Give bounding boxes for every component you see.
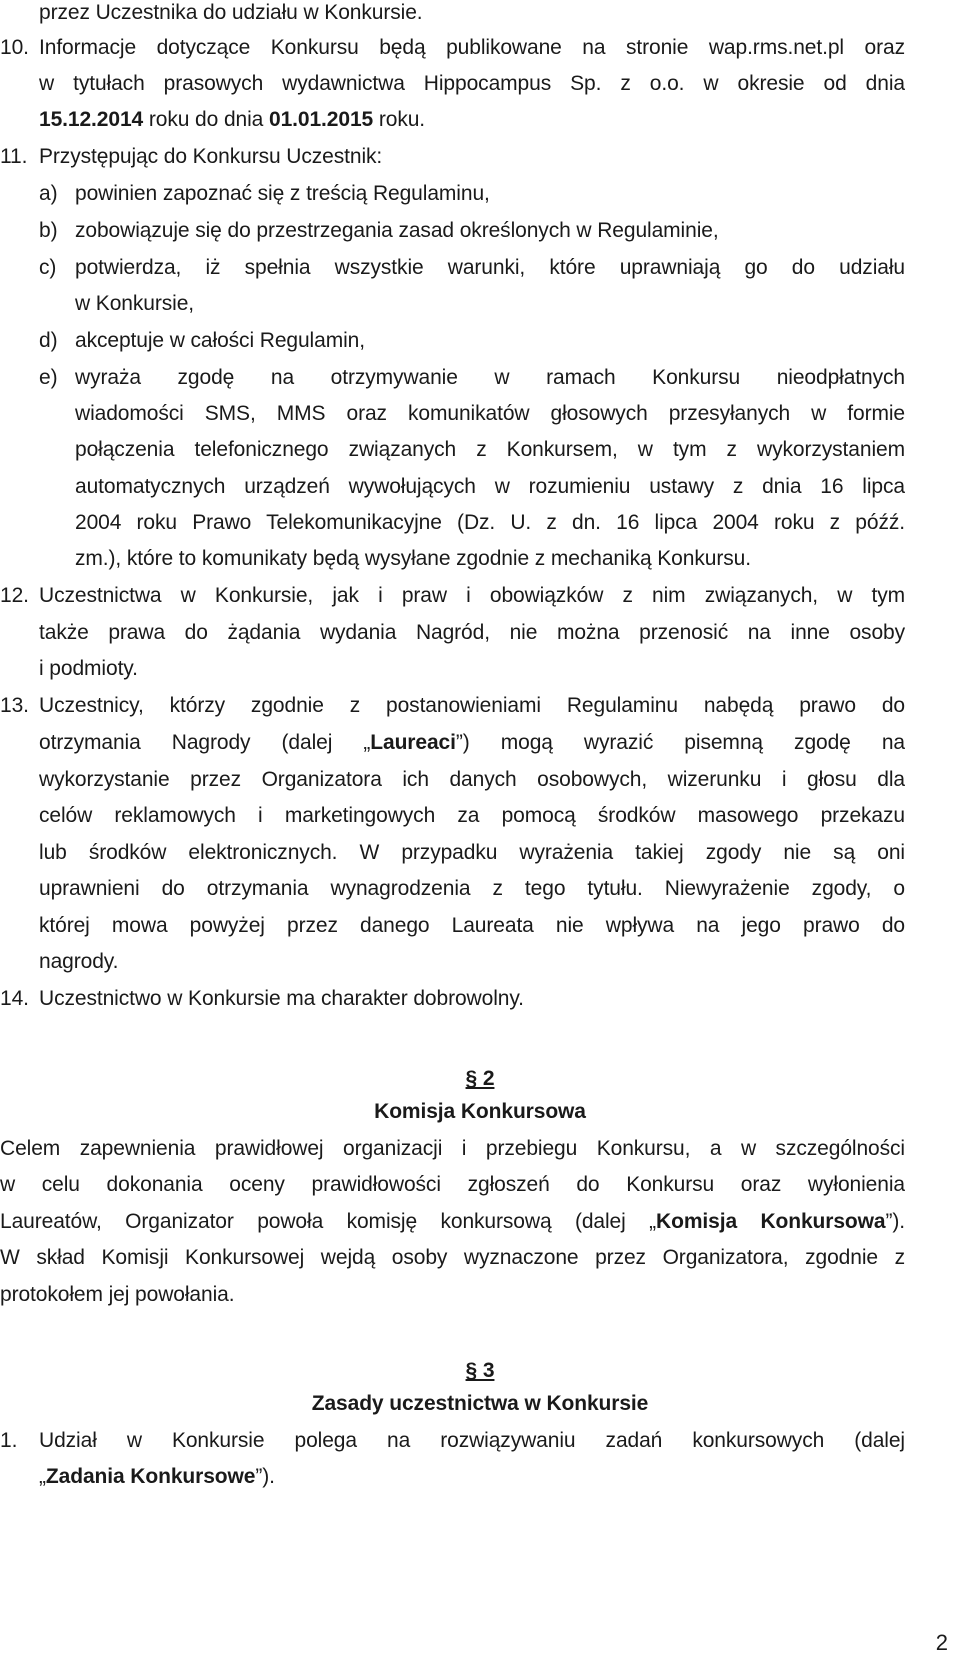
- paragraph-line: nagrody.: [39, 950, 119, 973]
- date-end: 01.01.2015: [269, 108, 374, 131]
- subitem-label: c): [39, 256, 57, 279]
- paragraph-line: [39, 1464, 905, 1490]
- defined-term: Laureaci: [370, 731, 456, 754]
- paragraph-line: Uczestnictwa w Konkursie, jak i praw i obowiązków z nim związanych, w tym: [39, 584, 905, 607]
- date-start: 15.12.2014: [39, 108, 144, 131]
- subitem-text: akceptuje w całości Regulamin,: [75, 329, 365, 352]
- section-number: § 2: [465, 1067, 495, 1090]
- paragraph-line: w celu dokonania oceny prawidłowości zgłoszeń do Konkursu oraz wyłonienia: [0, 1173, 905, 1196]
- subitem-label: e): [39, 366, 58, 389]
- paragraph-line: lub środków elektronicznych. W przypadku wyrażenia takiej zgody nie są oni: [39, 841, 905, 864]
- paragraph-line: Informacje dotyczące Konkursu będą publikowane na stronie wap.rms.net.pl oraz: [39, 36, 905, 59]
- paragraph-line: w tytułach prasowych wydawnictwa Hippocampus Sp. z o.o. w okresie od dnia: [39, 72, 905, 95]
- subitem-text: w Konkursie,: [75, 292, 195, 315]
- subitem-text: automatycznych urządzeń wywołujących w rozumieniu ustawy z dnia 16 lipca: [75, 475, 905, 498]
- paragraph-line: celów reklamowych i marketingowych za pomocą środków masowego przekazu: [39, 804, 905, 827]
- item-number: 13.: [0, 694, 29, 717]
- section-number: § 3: [465, 1359, 495, 1382]
- text-fragment: „: [39, 1465, 46, 1488]
- paragraph-line: uprawnieni do otrzymania wynagrodzenia z tego tytułu. Niewyrażenie zgody, o: [39, 877, 905, 900]
- paragraph-line: Przystępując do Konkursu Uczestnik:: [39, 145, 383, 168]
- paragraph-line: [39, 107, 905, 133]
- paragraph-line: [0, 1209, 905, 1235]
- defined-term: Komisja Konkursowa: [656, 1210, 886, 1233]
- subitem-text: powinien zapoznać się z treścią Regulaminu,: [75, 182, 490, 205]
- item-number: 11.: [0, 145, 28, 168]
- paragraph-line: Uczestnicy, którzy zgodnie z postanowieniami Regulaminu nabędą prawo do: [39, 694, 905, 717]
- subitem-text: 2004 roku Prawo Telekomunikacyjne (Dz. U. z dn. 16 lipca 2004 roku z późź.: [75, 511, 905, 534]
- paragraph-line: protokołem jej powołania.: [0, 1283, 235, 1306]
- subitem-text: połączenia telefonicznego związanych z Konkursem, w tym z wykorzystaniem: [75, 438, 905, 461]
- defined-term: Zadania Konkursowe: [45, 1465, 256, 1488]
- subitem-text: zobowiązuje się do przestrzegania zasad określonych w Regulaminie,: [75, 219, 719, 242]
- paragraph-line: i podmioty.: [39, 657, 138, 680]
- text-fragment: Laureatów, Organizator powoła komisję konkursową (dalej „: [0, 1210, 657, 1233]
- subitem-label: a): [39, 182, 58, 205]
- item-number: 1.: [0, 1429, 18, 1452]
- subitem-text: wiadomości SMS, MMS oraz komunikatów głosowych przesyłanych w formie: [75, 402, 905, 425]
- subitem-label: d): [39, 329, 58, 352]
- section-title: Komisja Konkursowa: [374, 1100, 586, 1123]
- paragraph-line: Uczestnictwo w Konkursie ma charakter dobrowolny.: [39, 987, 524, 1010]
- paragraph-line: wykorzystanie przez Organizatora ich danych osobowych, wizerunku i głosu dla: [39, 768, 905, 791]
- text-fragment: ”) mogą wyrazić pisemną zgodę na: [455, 731, 905, 754]
- paragraph-line: Udział w Konkursie polega na rozwiązywaniu zadań konkursowych (dalej: [39, 1429, 905, 1452]
- paragraph-line: której mowa powyżej przez danego Laureata nie wpływa na jego prawo do: [39, 914, 905, 937]
- page-number: 2: [935, 1630, 948, 1655]
- item-number: 10.: [0, 36, 29, 59]
- text-fragment: ”).: [885, 1210, 905, 1233]
- paragraph-line: Celem zapewnienia prawidłowej organizacji i przebiegu Konkursu, a w szczególności: [0, 1137, 905, 1160]
- text-fragment: roku do dnia: [148, 108, 264, 131]
- paragraph-line: W skład Komisji Konkursowej wejdą osoby wyznaczone przez Organizatora, zgodnie z: [0, 1246, 905, 1269]
- subitem-label: b): [39, 219, 58, 242]
- paragraph-line: przez Uczestnika do udziału w Konkursie.: [39, 1, 423, 24]
- subitem-text: potwierdza, iż spełnia wszystkie warunki, które uprawniają go do udziału: [75, 256, 905, 279]
- text-fragment: ”).: [255, 1465, 275, 1488]
- item-number: 12.: [0, 584, 29, 607]
- section-title: Zasady uczestnictwa w Konkursie: [311, 1392, 649, 1415]
- subitem-text: zm.), które to komunikaty będą wysyłane zgodnie z mechaniką Konkursu.: [75, 547, 751, 570]
- paragraph-line: [39, 730, 905, 756]
- text-fragment: roku.: [378, 108, 426, 131]
- paragraph-line: także prawa do żądania wydania Nagród, nie można przenosić na inne osoby: [39, 621, 905, 644]
- item-number: 14.: [0, 987, 29, 1010]
- text-fragment: otrzymania Nagrody (dalej „: [39, 731, 371, 754]
- subitem-text: wyraża zgodę na otrzymywanie w ramach Konkursu nieodpłatnych: [75, 366, 905, 389]
